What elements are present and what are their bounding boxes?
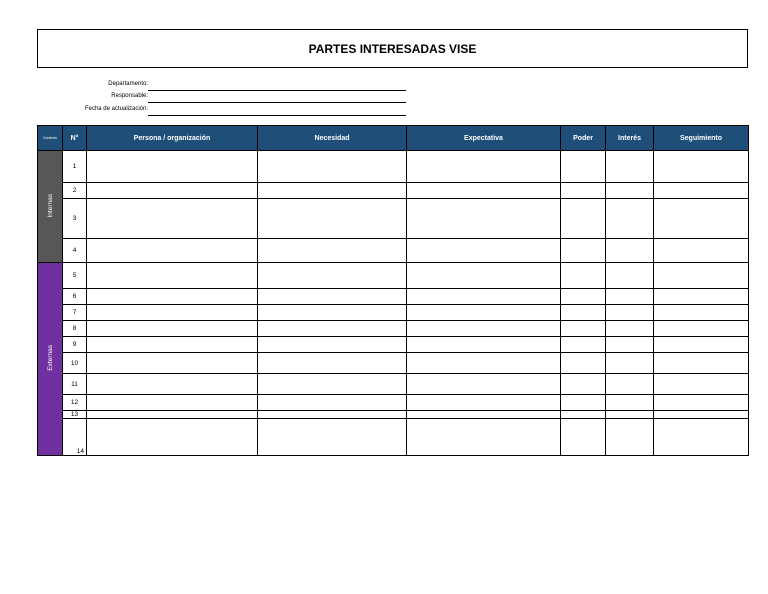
expectativa-cell[interactable] xyxy=(407,411,561,419)
row-number: 10 xyxy=(63,353,87,374)
poder-cell[interactable] xyxy=(561,337,606,353)
interes-cell[interactable] xyxy=(606,199,654,239)
persona-cell[interactable] xyxy=(87,239,258,263)
header-numero: N° xyxy=(63,126,87,151)
necesidad-cell[interactable] xyxy=(258,395,407,411)
row-number: 14 xyxy=(63,419,87,456)
interes-cell[interactable] xyxy=(606,411,654,419)
table-row xyxy=(38,419,749,456)
necesidad-cell[interactable] xyxy=(258,199,407,239)
table-row xyxy=(38,183,749,199)
seguimiento-cell[interactable] xyxy=(654,239,749,263)
departamento-field[interactable] xyxy=(148,90,406,91)
necesidad-cell[interactable] xyxy=(258,374,407,395)
persona-cell[interactable] xyxy=(87,289,258,305)
poder-cell[interactable] xyxy=(561,151,606,183)
expectativa-cell[interactable] xyxy=(407,419,561,456)
persona-cell[interactable] xyxy=(87,321,258,337)
persona-cell[interactable] xyxy=(87,183,258,199)
fecha-label: Fecha de actualización: xyxy=(84,106,148,112)
table-row xyxy=(38,199,749,239)
interes-cell[interactable] xyxy=(606,321,654,337)
departamento-label: Departamento: xyxy=(108,81,148,87)
table-row xyxy=(38,411,749,419)
persona-cell[interactable] xyxy=(87,411,258,419)
row-number: 1 xyxy=(63,151,87,183)
necesidad-cell[interactable] xyxy=(258,289,407,305)
interes-cell[interactable] xyxy=(606,395,654,411)
necesidad-cell[interactable] xyxy=(258,419,407,456)
seguimiento-cell[interactable] xyxy=(654,289,749,305)
seguimiento-cell[interactable] xyxy=(654,263,749,289)
persona-cell[interactable] xyxy=(87,263,258,289)
row-number: 7 xyxy=(63,305,87,321)
interes-cell[interactable] xyxy=(606,151,654,183)
seguimiento-cell[interactable] xyxy=(654,199,749,239)
seguimiento-cell[interactable] xyxy=(654,151,749,183)
seguimiento-cell[interactable] xyxy=(654,337,749,353)
interes-cell[interactable] xyxy=(606,419,654,456)
poder-cell[interactable] xyxy=(561,199,606,239)
poder-cell[interactable] xyxy=(561,183,606,199)
header-seguimiento: Seguimiento xyxy=(654,126,749,151)
group-internas-label: Internas xyxy=(46,193,54,218)
necesidad-cell[interactable] xyxy=(258,151,407,183)
table-row xyxy=(38,239,749,263)
persona-cell[interactable] xyxy=(87,395,258,411)
poder-cell[interactable] xyxy=(561,353,606,374)
expectativa-cell[interactable] xyxy=(407,183,561,199)
group-externas xyxy=(38,263,63,456)
necesidad-cell[interactable] xyxy=(258,411,407,419)
persona-cell[interactable] xyxy=(87,419,258,456)
poder-cell[interactable] xyxy=(561,305,606,321)
persona-cell[interactable] xyxy=(87,305,258,321)
expectativa-cell[interactable] xyxy=(407,239,561,263)
poder-cell[interactable] xyxy=(561,374,606,395)
poder-cell[interactable] xyxy=(561,263,606,289)
header-contexto: Contexto xyxy=(38,126,63,151)
table-row xyxy=(38,337,749,353)
stakeholder-table xyxy=(37,125,749,456)
interes-cell[interactable] xyxy=(606,353,654,374)
necesidad-cell[interactable] xyxy=(258,239,407,263)
group-externas-label: Externas xyxy=(46,345,54,371)
seguimiento-cell[interactable] xyxy=(654,321,749,337)
necesidad-cell[interactable] xyxy=(258,263,407,289)
table-row xyxy=(38,395,749,411)
expectativa-cell[interactable] xyxy=(407,353,561,374)
row-number: 3 xyxy=(63,199,87,239)
header-poder: Poder xyxy=(561,126,606,151)
persona-cell[interactable] xyxy=(87,353,258,374)
seguimiento-cell[interactable] xyxy=(654,305,749,321)
poder-cell[interactable] xyxy=(561,289,606,305)
seguimiento-cell[interactable] xyxy=(654,395,749,411)
seguimiento-cell[interactable] xyxy=(654,419,749,456)
interes-cell[interactable] xyxy=(606,305,654,321)
responsable-label: Responsable: xyxy=(111,93,148,99)
header-row xyxy=(38,126,749,151)
row-number: 2 xyxy=(63,183,87,199)
expectativa-cell[interactable] xyxy=(407,321,561,337)
table-row xyxy=(38,374,749,395)
table-row xyxy=(38,305,749,321)
necesidad-cell[interactable] xyxy=(258,337,407,353)
seguimiento-cell[interactable] xyxy=(654,374,749,395)
header-expectativa: Expectativa xyxy=(407,126,561,151)
seguimiento-cell[interactable] xyxy=(654,411,749,419)
interes-cell[interactable] xyxy=(606,183,654,199)
row-number: 6 xyxy=(63,289,87,305)
interes-cell[interactable] xyxy=(606,374,654,395)
expectativa-cell[interactable] xyxy=(407,199,561,239)
row-number: 11 xyxy=(63,374,87,395)
table-row xyxy=(38,151,749,183)
expectativa-cell[interactable] xyxy=(407,263,561,289)
expectativa-cell[interactable] xyxy=(407,395,561,411)
poder-cell[interactable] xyxy=(561,395,606,411)
header-interes: Interés xyxy=(606,126,654,151)
expectativa-cell[interactable] xyxy=(407,374,561,395)
interes-cell[interactable] xyxy=(606,337,654,353)
table-row xyxy=(38,289,749,305)
poder-cell[interactable] xyxy=(561,411,606,419)
table-row xyxy=(38,263,749,289)
necesidad-cell[interactable] xyxy=(258,321,407,337)
persona-cell[interactable] xyxy=(87,199,258,239)
row-number: 8 xyxy=(63,321,87,337)
group-internas xyxy=(38,151,63,263)
poder-cell[interactable] xyxy=(561,419,606,456)
header-persona: Persona / organización xyxy=(87,126,258,151)
necesidad-cell[interactable] xyxy=(258,353,407,374)
interes-cell[interactable] xyxy=(606,239,654,263)
poder-cell[interactable] xyxy=(561,321,606,337)
row-number: 12 xyxy=(63,395,87,411)
page-title: PARTES INTERESADAS VISE xyxy=(37,29,748,68)
responsable-field[interactable] xyxy=(148,102,406,103)
necesidad-cell[interactable] xyxy=(258,183,407,199)
fecha-field[interactable] xyxy=(148,115,406,116)
interes-cell[interactable] xyxy=(606,289,654,305)
persona-cell[interactable] xyxy=(87,337,258,353)
table-row xyxy=(38,321,749,337)
header-necesidad: Necesidad xyxy=(258,126,407,151)
necesidad-cell[interactable] xyxy=(258,305,407,321)
expectativa-cell[interactable] xyxy=(407,289,561,305)
persona-cell[interactable] xyxy=(87,151,258,183)
seguimiento-cell[interactable] xyxy=(654,353,749,374)
interes-cell[interactable] xyxy=(606,263,654,289)
seguimiento-cell[interactable] xyxy=(654,183,749,199)
expectativa-cell[interactable] xyxy=(407,305,561,321)
row-number: 5 xyxy=(63,263,87,289)
row-number: 9 xyxy=(63,337,87,353)
poder-cell[interactable] xyxy=(561,239,606,263)
persona-cell[interactable] xyxy=(87,374,258,395)
row-number: 13 xyxy=(63,411,87,419)
expectativa-cell[interactable] xyxy=(407,337,561,353)
table-row xyxy=(38,353,749,374)
row-number: 4 xyxy=(63,239,87,263)
expectativa-cell[interactable] xyxy=(407,151,561,183)
